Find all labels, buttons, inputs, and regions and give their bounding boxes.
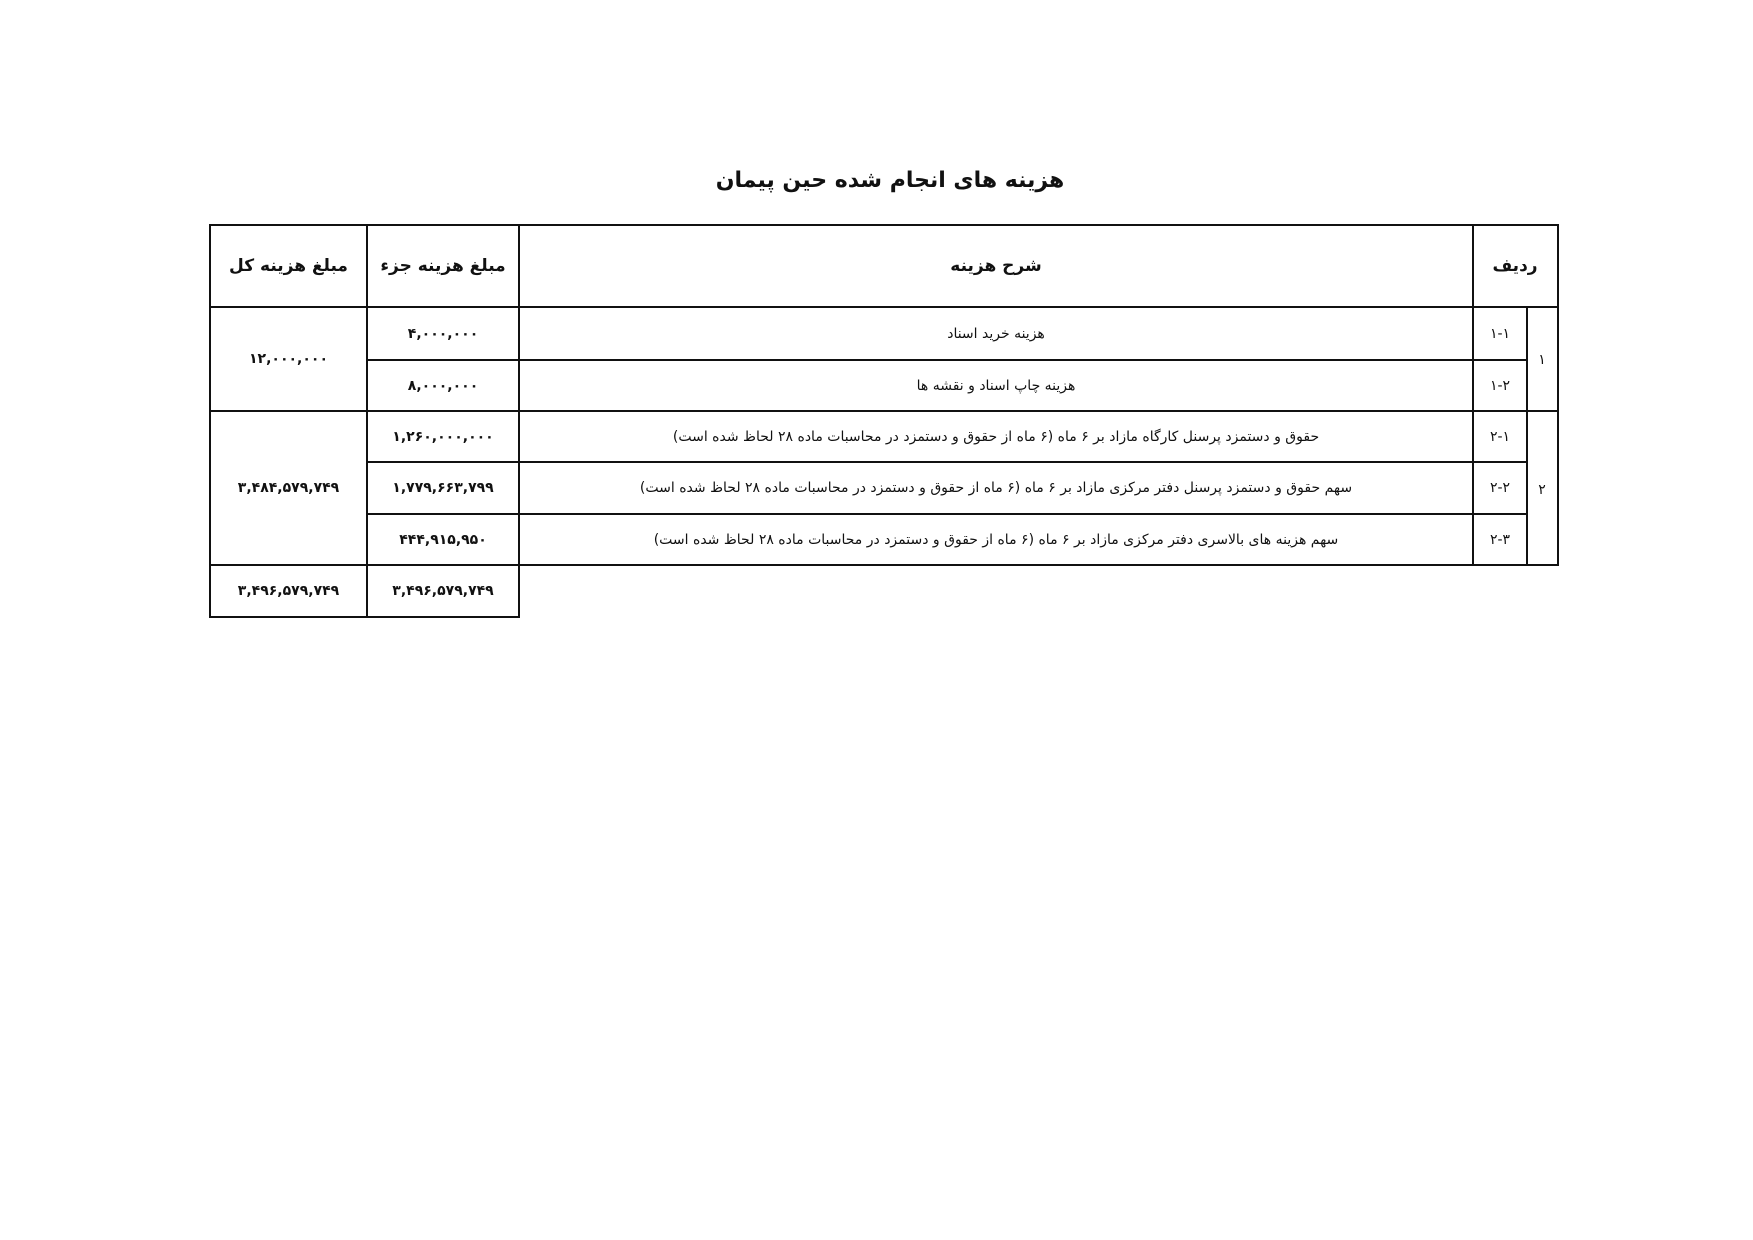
row-1-2-amount: ۸,۰۰۰,۰۰۰ <box>407 378 479 394</box>
group-2-number: ۲ <box>1538 482 1546 498</box>
grid-line <box>209 224 211 618</box>
row-1-2-description: هزینه چاپ اسناد و نقشه ها <box>916 378 1076 394</box>
row-2-1-amount: ۱,۲۶۰,۰۰۰,۰۰۰ <box>392 429 494 445</box>
grid-line <box>1526 306 1528 566</box>
group-2-total: ۳,۴۸۴,۵۷۹,۷۴۹ <box>237 480 340 496</box>
document-title: هزینه های انجام شده حین پیمان <box>715 168 1065 193</box>
footer-total-sum: ۳,۴۹۶,۵۷۹,۷۴۹ <box>237 583 340 599</box>
grid-line <box>366 359 1527 361</box>
grid-line <box>209 410 1559 412</box>
grid-line <box>209 306 1559 308</box>
row-2-2-code: ۲-۲ <box>1489 480 1511 496</box>
grid-line <box>209 564 1559 566</box>
grid-line <box>366 513 1527 515</box>
grid-line <box>1557 224 1559 566</box>
group-1-number: ۱ <box>1538 352 1546 368</box>
header-row-number: ردیف <box>1492 256 1538 276</box>
footer-partial-sum: ۳,۴۹۶,۵۷۹,۷۴۹ <box>392 583 494 599</box>
grid-line <box>209 224 1559 226</box>
row-1-1-code: ۱-۱ <box>1489 326 1511 342</box>
grid-line <box>366 461 1527 463</box>
group-1-total: ۱۲,۰۰۰,۰۰۰ <box>249 351 328 367</box>
row-1-1-description: هزینه خرید اسناد <box>947 326 1045 342</box>
row-2-3-code: ۲-۳ <box>1489 532 1511 548</box>
header-description: شرح هزینه <box>950 256 1042 276</box>
row-2-2-amount: ۱,۷۷۹,۶۶۳,۷۹۹ <box>392 480 494 496</box>
row-1-2-code: ۱-۲ <box>1489 378 1511 394</box>
grid-line <box>209 616 520 618</box>
row-2-3-description: سهم هزینه های بالاسری دفتر مرکزی مازاد بر ۶ ماه (۶ ماه از حقوق و دستمزد در محاسبات ماده ۲۸ لحاظ شده است) <box>653 532 1339 548</box>
grid-line <box>518 224 520 618</box>
row-2-1-code: ۲-۱ <box>1489 429 1511 445</box>
row-1-1-amount: ۴,۰۰۰,۰۰۰ <box>407 326 479 342</box>
grid-line <box>1472 224 1474 566</box>
header-total-amount: مبلغ هزینه کل <box>229 256 348 276</box>
row-2-3-amount: ۴۴۴,۹۱۵,۹۵۰ <box>399 532 487 548</box>
header-partial-amount: مبلغ هزینه جزء <box>380 256 506 276</box>
row-2-1-description: حقوق و دستمزد پرسنل کارگاه مازاد بر ۶ ماه (۶ ماه از حقوق و دستمزد در محاسبات ماده ۲۸ لحاظ شده است) <box>672 429 1320 445</box>
row-2-2-description: سهم حقوق و دستمزد پرسنل دفتر مرکزی مازاد بر ۶ ماه (۶ ماه از حقوق و دستمزد در محاسبات ماده ۲۸ لحاظ شده است) <box>639 480 1353 496</box>
grid-line <box>366 224 368 618</box>
